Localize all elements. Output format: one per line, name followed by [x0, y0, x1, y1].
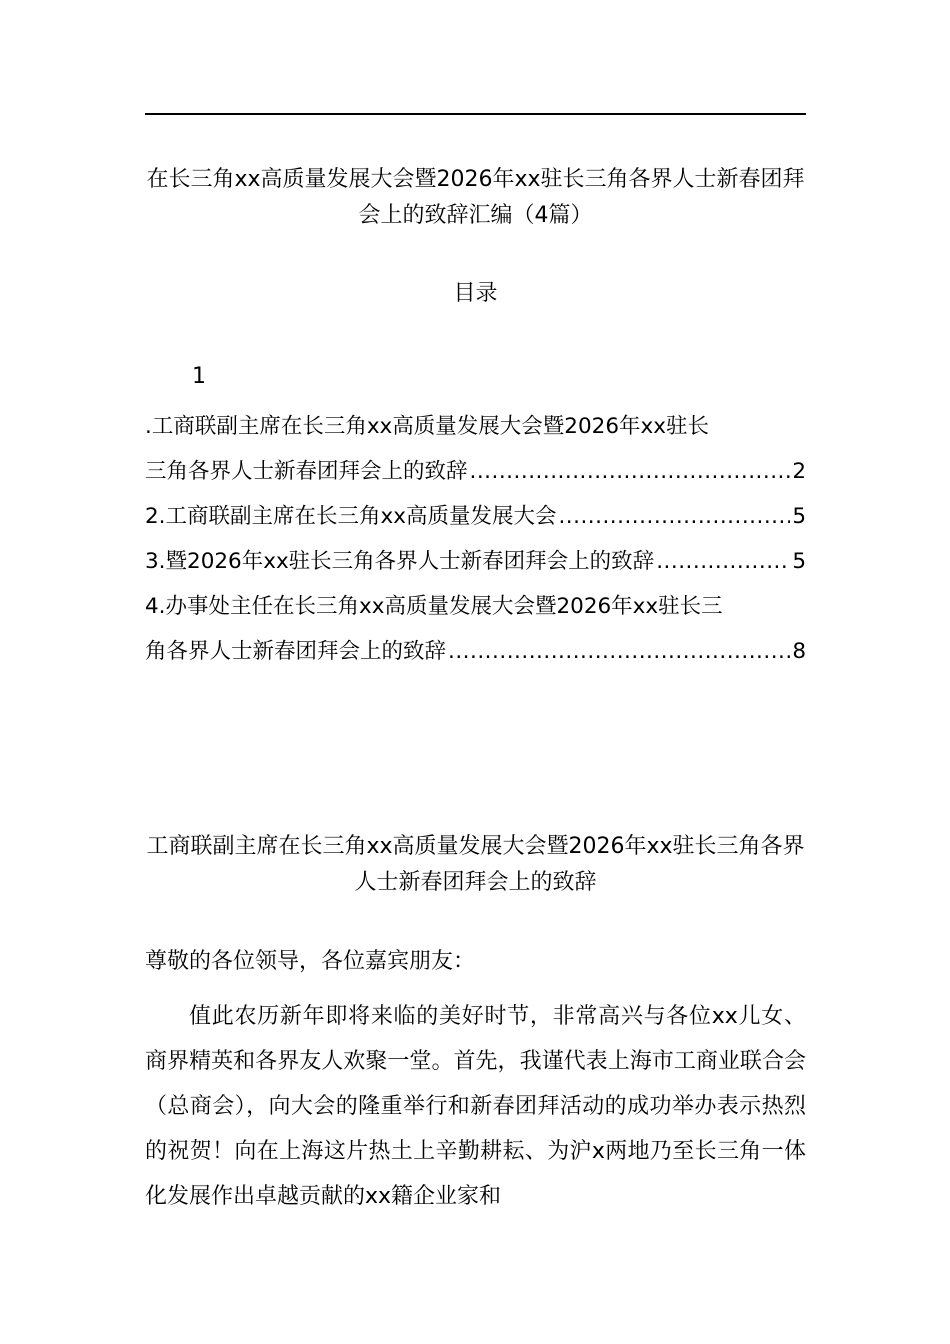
toc-entry-text: 4.办事处主任在长三角xx高质量发展大会暨2026年xx驻长三 [145, 594, 723, 619]
toc-entry-text: 角各界人士新春团拜会上的致辞 [145, 639, 447, 664]
toc-entry-text: .工商联副主席在长三角xx高质量发展大会暨2026年xx驻长 [145, 414, 709, 439]
salutation: 尊敬的各位领导，各位嘉宾朋友： [145, 949, 476, 974]
header-rule [145, 113, 806, 115]
body-paragraph: 值此农历新年即将来临的美好时节，非常高兴与各位xx儿女、商界精英和各界友人欢聚一堂。首先，我谨代表上海市工商业联合会（总商会），向大会的隆重举行和新春团拜活动的成功举办表示热烈的祝贺！向在上海这片热土上辛勤耕耘、为沪x两地乃至长三角一体化发展作出卓越贡献的xx籍企业家和 [145, 1004, 806, 1209]
toc-leader-dots [448, 629, 790, 674]
table-of-contents [145, 404, 806, 674]
toc-heading: 目录 [453, 281, 498, 306]
toc-entry-number: 1 [192, 364, 206, 389]
toc-entry-text: 2.工商联副主席在长三角xx高质量发展大会 [145, 504, 557, 529]
toc-leader-dots [558, 494, 790, 539]
toc-page-number: 5 [792, 504, 806, 529]
toc-entry-1[interactable] [145, 404, 806, 494]
section-title: 工商联副主席在长三角xx高质量发展大会暨2026年xx驻长三角各界人士新春团拜会上的致辞 [146, 834, 805, 895]
toc-entry-3[interactable] [145, 539, 806, 584]
toc-entry-2[interactable] [145, 494, 806, 539]
toc-page-number: 5 [792, 549, 806, 574]
toc-entry-4[interactable] [145, 584, 806, 674]
toc-leader-dots [470, 449, 791, 494]
toc-page-number: 8 [792, 639, 806, 664]
toc-entry-text: 3.暨2026年xx驻长三角各界人士新春团拜会上的致辞 [145, 549, 655, 574]
toc-entry-text: 三角各界人士新春团拜会上的致辞 [145, 459, 468, 484]
toc-leader-dots [656, 539, 790, 584]
toc-page-number: 2 [792, 459, 806, 484]
document-title: 在长三角xx高质量发展大会暨2026年xx驻长三角各界人士新春团拜会上的致辞汇编（4篇） [146, 167, 805, 228]
